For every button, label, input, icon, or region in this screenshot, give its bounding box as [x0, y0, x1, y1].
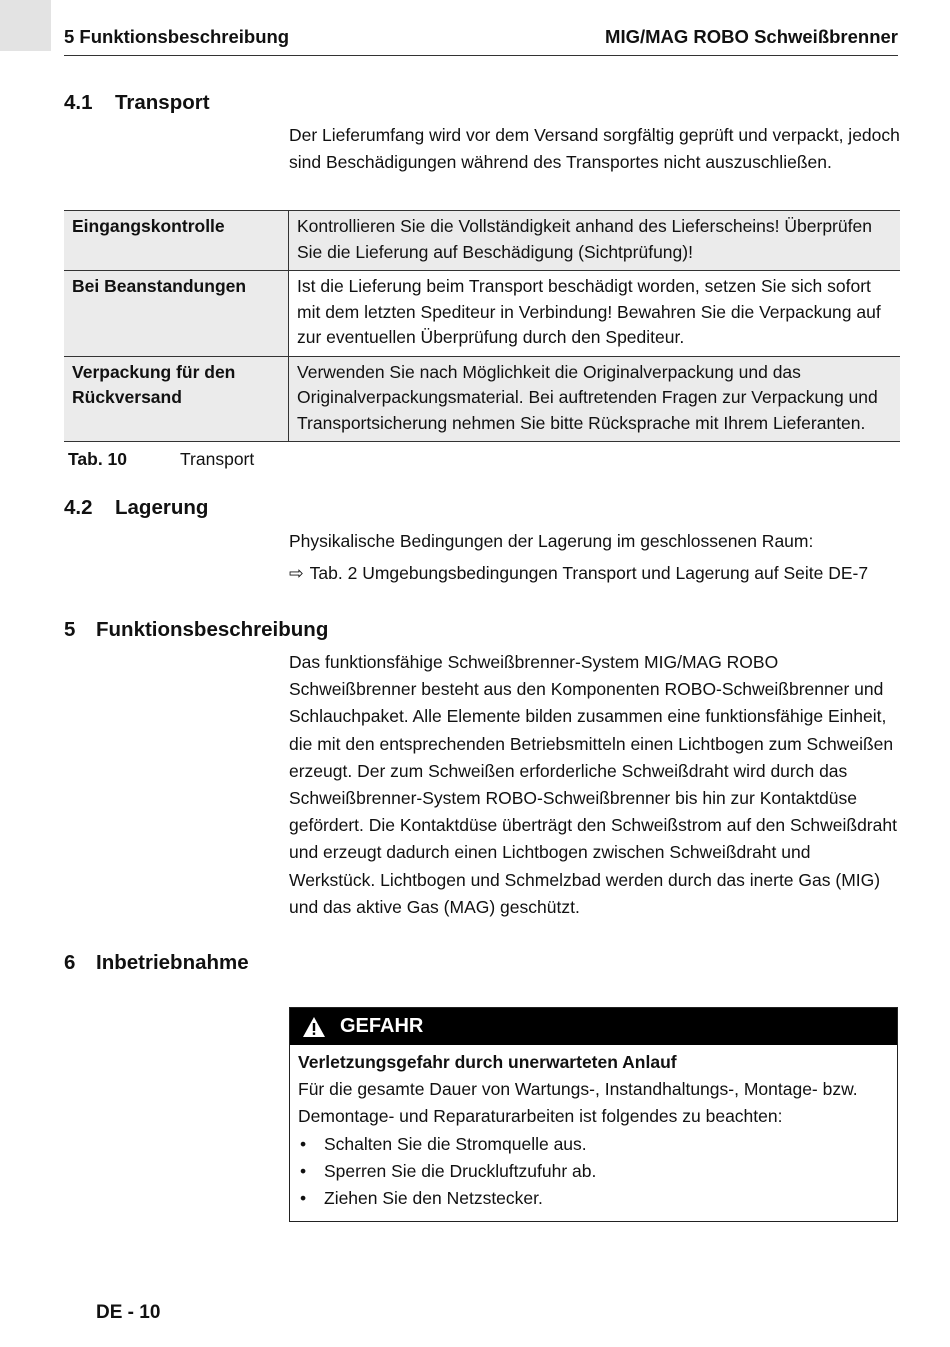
- table-row-value: Verwenden Sie nach Möglichkeit die Originalverpackung und das Originalverpackungsmaterial. Bei auftretenden Fragen zur Verpackung und Transportsicherung nehmen Sie bitte Rücksprache mit Ihrem Lieferanten.: [289, 356, 901, 442]
- list-item: • Sperren Sie die Druckluftzufuhr ab.: [298, 1158, 889, 1185]
- danger-list: [298, 1131, 889, 1213]
- danger-label: GEFAHR: [340, 1015, 424, 1037]
- arrow-right-icon: ⇨: [289, 563, 304, 583]
- table-caption: [68, 449, 254, 470]
- table-row-value: Ist die Lieferung beim Transport beschädigt worden, setzen Sie sich sofort mit dem letzten Spediteur in Verbindung! Bewahren Sie die Verpackung auf zur eventuellen Überprüfung durch den Spediteur.: [297, 276, 881, 347]
- table-row: [64, 356, 900, 442]
- warning-triangle-icon: [302, 1016, 326, 1038]
- list-item: • Ziehen Sie den Netzstecker.: [298, 1185, 889, 1212]
- section-title: Lagerung: [115, 496, 209, 519]
- header-divider: [64, 55, 898, 56]
- funktion-paragraph: Das funktionsfähige Schweißbrenner-System MIG/MAG ROBO Schweißbrenner besteht aus den Komponenten ROBO-Schweißbrenner und Schlauchpaket. Alle Elemente bilden zusammen eine funktionsfähige Einheit, die mit den entsprechenden Betriebsmitteln einen Lichtbogen zum Schweißen erzeugt. Der zum Schweißen erforderliche Schweißdraht wird durch das Schweißbrenner-System ROBO-Schweißbrenner bis hin zur Kontaktdüse gefördert. Die Kontaktdüse überträgt den Schweißstrom auf den Schweißdraht und erzeugt dadurch einen Lichtbogen zwischen Schweißdraht und Werkstück. Lichtbogen und Schmelzbad werden durch das inerte Gas (MIG) und das aktive Gas (MAG) geschützt.: [289, 652, 897, 917]
- cross-reference-text: Tab. 2 Umgebungsbedingungen Transport und Lagerung auf Seite DE-7: [309, 563, 869, 583]
- section-title: Inbetriebnahme: [96, 951, 249, 974]
- lagerung-paragraph: Physikalische Bedingungen der Lagerung im geschlossenen Raum:: [289, 531, 814, 551]
- table-row-key: Eingangskontrolle: [64, 211, 289, 271]
- danger-body: [290, 1045, 897, 1212]
- section-heading-inbetrieb: [64, 951, 249, 975]
- table-caption-text: Transport: [180, 449, 255, 469]
- section-heading-funktion: [64, 618, 328, 642]
- danger-subtitle: Verletzungsgefahr durch unerwarteten Anlauf: [298, 1052, 677, 1072]
- transport-table: [64, 210, 900, 442]
- danger-notice: [289, 1007, 898, 1222]
- section-title: Funktionsbeschreibung: [96, 618, 329, 641]
- section-heading-lagerung: [64, 496, 208, 520]
- danger-header: [290, 1008, 897, 1045]
- running-header-chapter: 5 Funktionsbeschreibung: [64, 26, 290, 47]
- table-row: [64, 271, 900, 357]
- table-row-key: Bei Beanstandungen: [64, 271, 289, 357]
- table-caption-number: Tab. 10: [68, 449, 128, 469]
- running-header-product: MIG/MAG ROBO Schweißbrenner: [605, 26, 898, 47]
- table-row: [64, 211, 900, 271]
- cross-reference-link[interactable]: [289, 563, 868, 584]
- list-item: • Schalten Sie die Stromquelle aus.: [298, 1131, 889, 1158]
- danger-text: Für die gesamte Dauer von Wartungs-, Instandhaltungs-, Montage- bzw. Demontage- und Reparaturarbeiten ist folgendes zu beachten:: [298, 1079, 858, 1127]
- section-number: 6: [64, 951, 76, 974]
- transport-paragraph: Der Lieferumfang wird vor dem Versand sorgfältig geprüft und verpackt, jedoch sind Beschädigungen während des Transportes nicht auszuschließen.: [289, 125, 900, 173]
- page-corner-tab: [0, 0, 51, 51]
- page-number: DE - 10: [96, 1302, 161, 1323]
- section-number: 5: [64, 618, 76, 641]
- section-number: 4.1: [64, 91, 93, 114]
- section-heading-transport: [64, 91, 210, 115]
- table-row-key: Verpackung für den Rückversand: [64, 356, 289, 442]
- table-row-value: Kontrollieren Sie die Vollständigkeit anhand des Lieferscheins! Überprüfen Sie die Lieferung auf Beschädigung (Sichtprüfung)!: [289, 211, 901, 271]
- section-title: Transport: [115, 91, 210, 114]
- section-number: 4.2: [64, 496, 93, 519]
